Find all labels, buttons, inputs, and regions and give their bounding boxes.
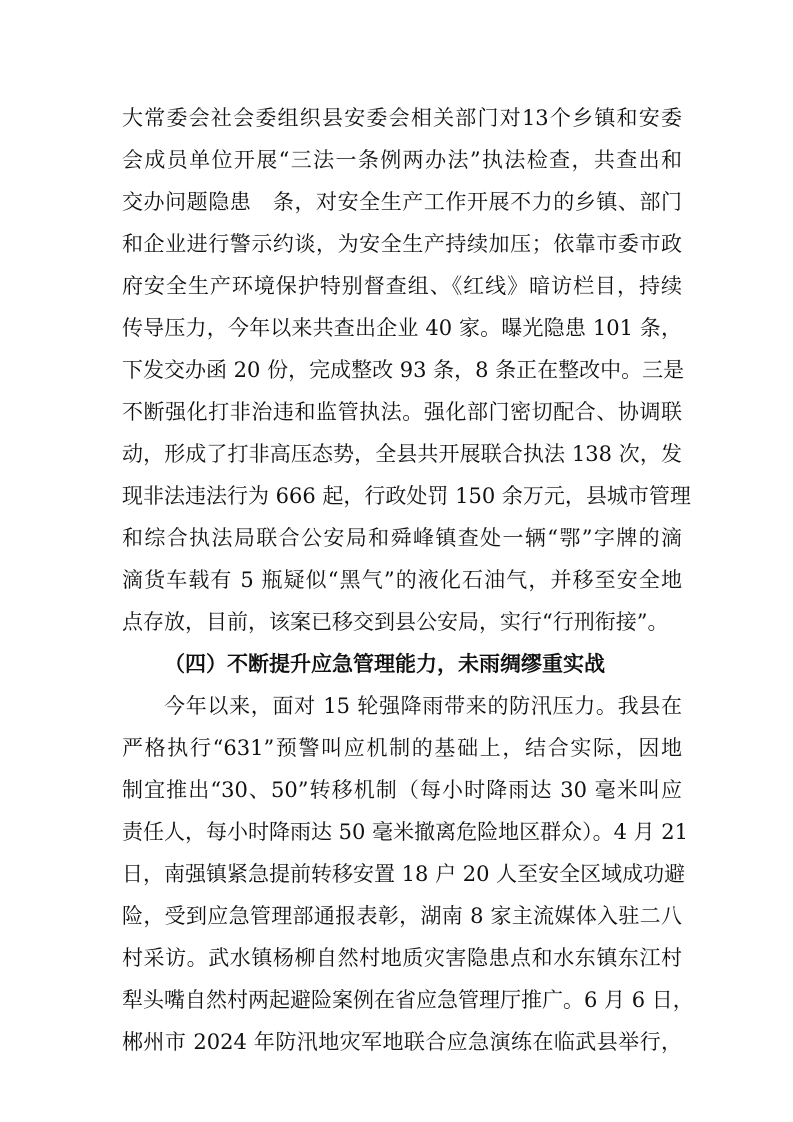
paragraph-1-line-7: 下发交办函 20 份，完成整改 93 条，8 条正在整改中。三是: [122, 358, 685, 382]
paragraph-1-line-3: 交办问题隐患 条，对安全生产工作开展不力的乡镇、部门: [122, 190, 682, 214]
paragraph-1-line-4: 和企业进行警示约谈，为安全生产持续加压；依靠市委市政: [122, 232, 682, 256]
paragraph-1-line-6: 传导压力，今年以来共查出企业 40 家。曝光隐患 101 条，: [122, 316, 682, 340]
paragraph-1-line-13: 点存放，目前，该案已移交到县公安局，实行“行刑衔接”。: [122, 610, 669, 634]
section-heading-4: （四）不断提升应急管理能力，未雨绸缪重实战: [164, 651, 605, 676]
paragraph-2-line-5: 日，南强镇紧急提前转移安置 18 户 20 人至安全区域成功避: [122, 862, 686, 886]
paragraph-2-line-9: 郴州市 2024 年防汛地灾军地联合应急演练在临武县举行，: [122, 1030, 682, 1054]
paragraph-1-line-9: 动，形成了打非高压态势，全县共开展联合执法 138 次，发: [122, 442, 682, 466]
paragraph-1-line-5: 府安全生产环境保护特别督查组、《红线》暗访栏目，持续: [122, 274, 682, 298]
paragraph-1-line-2: 会成员单位开展“三法一条例两办法”执法检查，共查出和: [122, 148, 682, 172]
paragraph-1-line-1: 大常委会社会委组织县安委会相关部门对13个乡镇和安委: [122, 106, 682, 130]
paragraph-1-line-12: 滴货车载有 5 瓶疑似“黑气”的液化石油气，并移至安全地: [122, 568, 682, 592]
paragraph-2-line-8: 犁头嘴自然村两起避险案例在省应急管理厅推广。6 月 6 日，: [122, 988, 694, 1012]
paragraph-2-line-2: 严格执行“631”预警叫应机制的基础上，结合实际，因地: [122, 736, 682, 760]
paragraph-2-line-1: 今年以来，面对 15 轮强降雨带来的防汛压力。我县在: [164, 694, 682, 718]
paragraph-2-line-3: 制宜推出“30、50”转移机制（每小时降雨达 30 毫米叫应: [122, 778, 682, 802]
paragraph-2-line-6: 险，受到应急管理部通报表彰，湖南 8 家主流媒体入驻二八: [122, 904, 682, 928]
paragraph-1-line-10: 现非法违法行为 666 起，行政处罚 150 余万元，县城市管理: [122, 484, 691, 508]
paragraph-1-line-8: 不断强化打非治违和监管执法。强化部门密切配合、协调联: [122, 400, 682, 424]
paragraph-1-line-11: 和综合执法局联合公安局和舜峰镇查处一辆“鄂”字牌的滴: [122, 526, 682, 550]
paragraph-2-line-7: 村采访。武水镇杨柳自然村地质灾害隐患点和水东镇东江村: [122, 946, 682, 970]
paragraph-2-line-4: 责任人，每小时降雨达 50 毫米撤离危险地区群众）。4 月 21: [122, 820, 689, 844]
